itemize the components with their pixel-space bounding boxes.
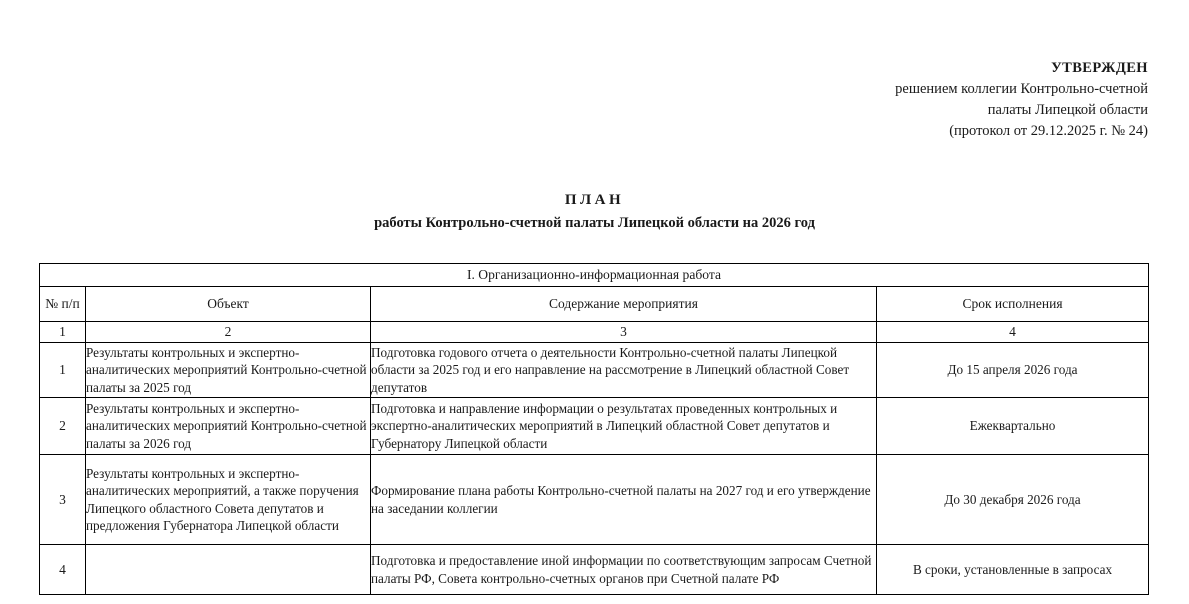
table-row	[40, 545, 1149, 595]
column-index-1: 1	[40, 322, 86, 343]
column-index-4: 4	[877, 322, 1149, 343]
row-term: До 30 декабря 2026 года	[877, 455, 1149, 545]
section-title: I. Организационно-информационная работа	[40, 264, 1149, 287]
row-object: Результаты контрольных и экспертно-аналитических мероприятий Контрольно-счетной палаты за 2026 год	[86, 398, 371, 455]
table-row	[40, 343, 1149, 398]
column-index-2: 2	[86, 322, 371, 343]
row-content: Формирование плана работы Контрольно-счетной палаты на 2027 год и его утверждение на заседании коллегии	[371, 455, 877, 545]
approval-line-2: палаты Липецкой области	[987, 102, 1148, 119]
row-number: 1	[40, 343, 86, 398]
approval-block	[728, 58, 1148, 142]
column-index-3: 3	[371, 322, 877, 343]
table-column-header-row	[40, 287, 1149, 322]
row-content: Подготовка и направление информации о результатах проведенных контрольных и экспертно-аналитических мероприятий в Липецкий областной Совет депутатов и Губернатору Липецкой области	[371, 398, 877, 455]
table-column-index-row	[40, 322, 1149, 343]
table-row	[40, 398, 1149, 455]
row-content: Подготовка и предоставление иной информации по соответствующим запросам Счетной палаты РФ, Совета контрольно-счетных органов при Счетной палате РФ	[371, 545, 877, 595]
column-header-term: Срок исполнения	[877, 287, 1149, 322]
row-object: Результаты контрольных и экспертно-аналитических мероприятий Контрольно-счетной палаты за 2025 год	[86, 343, 371, 398]
row-term: Ежеквартально	[877, 398, 1149, 455]
approval-line-1: решением коллегии Контрольно-счетной	[895, 81, 1148, 98]
approval-heading: УТВЕРЖДЕН	[1051, 60, 1148, 76]
row-object: Результаты контрольных и экспертно-аналитических мероприятий, а также поручения Липецкого областного Совета депутатов и предложения Губернатора Липецкой области	[86, 455, 371, 545]
column-header-num: № п/п	[40, 287, 86, 322]
row-number: 4	[40, 545, 86, 595]
plan-table	[39, 263, 1149, 595]
row-term: В сроки, установленные в запросах	[877, 545, 1149, 595]
column-header-object: Объект	[86, 287, 371, 322]
row-number: 2	[40, 398, 86, 455]
document-title-block	[0, 192, 1189, 232]
page-title: ПЛАН	[564, 192, 625, 208]
row-object	[86, 545, 371, 595]
row-term: До 15 апреля 2026 года	[877, 343, 1149, 398]
row-content: Подготовка годового отчета о деятельности Контрольно-счетной палаты Липецкой области за 2025 год и его направление на рассмотрение в Липецкий областной Совет депутатов	[371, 343, 877, 398]
row-number: 3	[40, 455, 86, 545]
approval-line-3: (протокол от 29.12.2025 г. № 24)	[949, 123, 1148, 140]
table-section-header-row	[40, 264, 1149, 287]
page-subtitle: работы Контрольно-счетной палаты Липецкой области на 2026 год	[374, 215, 815, 231]
column-header-content: Содержание мероприятия	[371, 287, 877, 322]
table-row	[40, 455, 1149, 545]
